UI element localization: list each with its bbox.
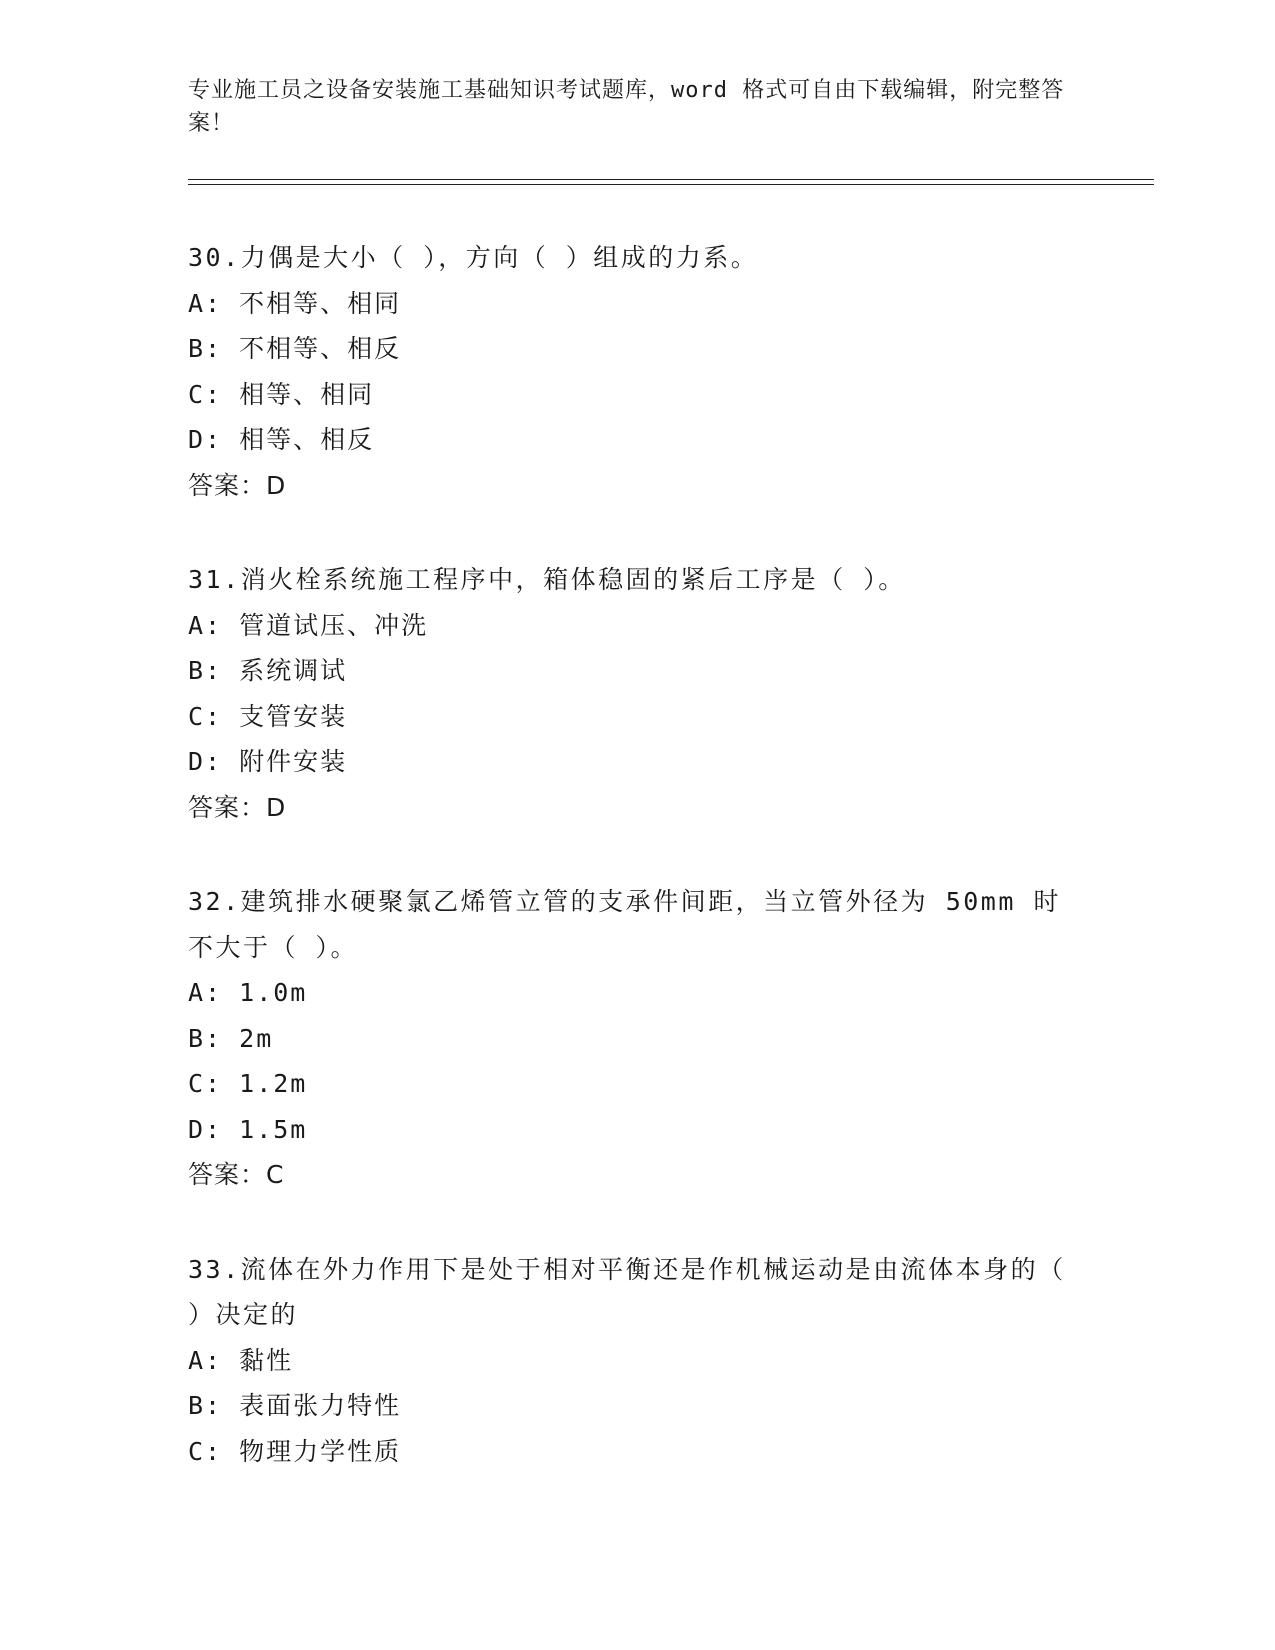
answer-line: 答案：C xyxy=(188,1160,285,1189)
option-d: D: 1.5m xyxy=(188,1114,308,1144)
question-stem: 32.建筑排水硬聚氯乙烯管立管的支承件间距，当立管外径为 50mm 时不大于（ ）。 xyxy=(188,887,1061,962)
option-c: C: 物理力学性质 xyxy=(188,1436,402,1466)
question-31 xyxy=(188,557,1088,830)
answer-line: 答案：D xyxy=(188,792,287,822)
option-b: B: 不相等、相反 xyxy=(188,334,402,363)
option-c: C: 1.2m xyxy=(188,1069,308,1098)
question-33 xyxy=(188,1247,1088,1475)
question-30 xyxy=(188,235,1088,508)
option-a: A: 黏性 xyxy=(188,1345,294,1375)
option-b: B: 表面张力特性 xyxy=(188,1391,402,1420)
option-a: A: 管道试压、冲洗 xyxy=(188,610,429,640)
option-b: B: 系统调试 xyxy=(188,656,348,685)
answer-line: 答案：D xyxy=(188,470,287,500)
option-c: C: 支管安装 xyxy=(188,701,348,731)
option-d: D: 附件安装 xyxy=(188,747,348,776)
question-stem: 33.流体在外力作用下是处于相对平衡还是作机械运动是由流体本身的（ ）决定的 xyxy=(188,1254,1066,1329)
option-b: B: 2m xyxy=(188,1023,274,1053)
document-header: 专业施工员之设备安装施工基础知识考试题库，word 格式可自由下载编辑，附完整答案！ xyxy=(188,78,1065,136)
question-stem: 31.消火栓系统施工程序中，箱体稳固的紧后工序是（ ）。 xyxy=(188,565,906,594)
option-a: A: 不相等、相同 xyxy=(188,288,402,318)
option-c: C: 相等、相同 xyxy=(188,379,375,409)
option-d: D: 相等、相反 xyxy=(188,425,375,454)
header-divider-bottom xyxy=(188,184,1154,185)
question-list xyxy=(188,235,1088,1523)
header-divider-top xyxy=(188,179,1154,180)
option-a: A: 1.0m xyxy=(188,978,308,1007)
question-32 xyxy=(188,879,1088,1198)
question-stem: 30.力偶是大小（ ），方向（ ）组成的力系。 xyxy=(188,243,759,272)
